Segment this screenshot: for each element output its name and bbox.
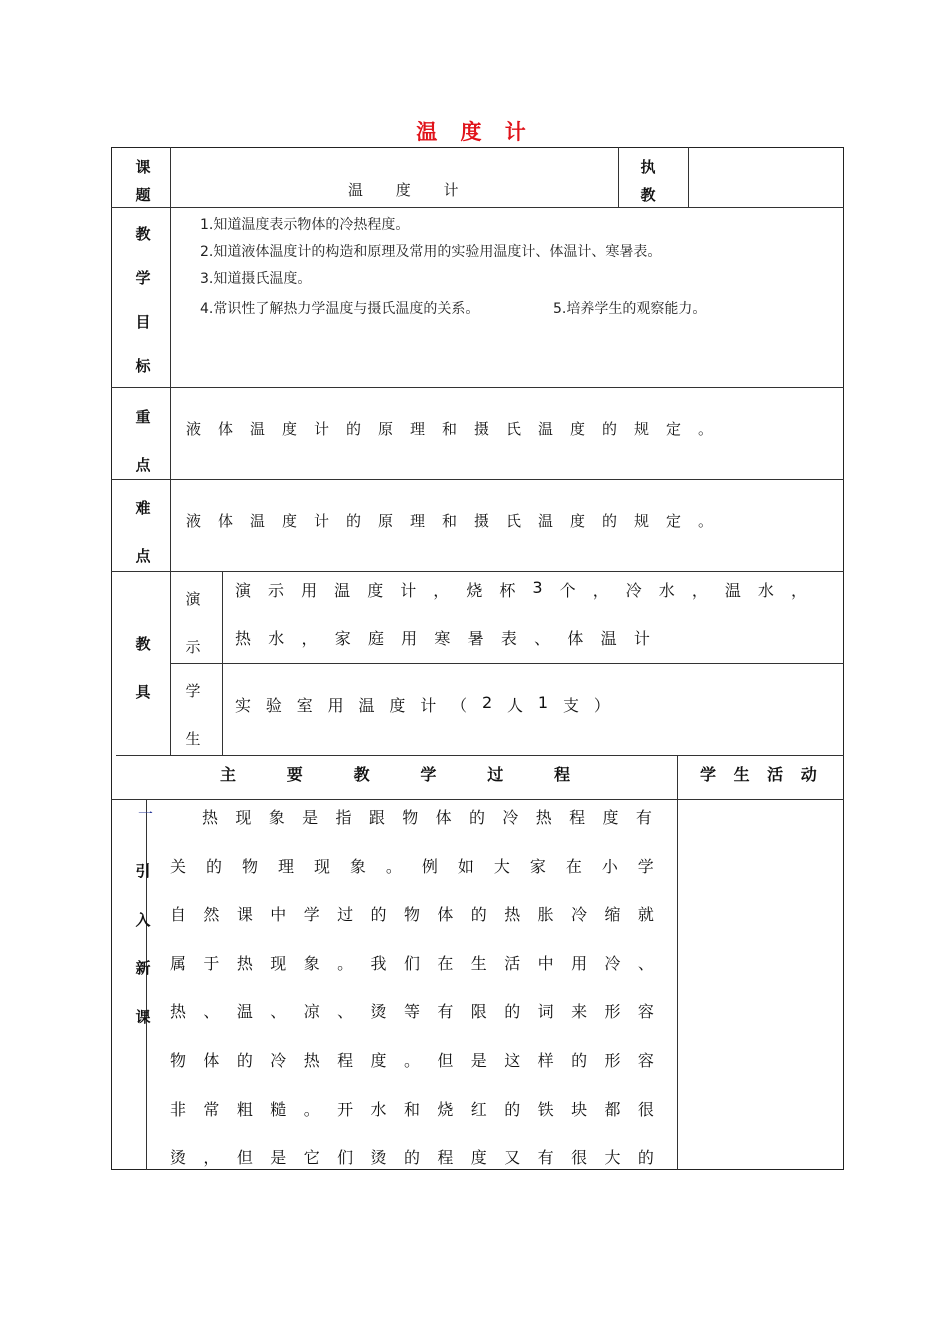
text-char: 的 [504, 1099, 521, 1119]
text-char: 程 [337, 1051, 354, 1070]
text-char: 学 [303, 905, 320, 925]
text-char: 计 [633, 629, 650, 648]
text-char: 程 [569, 808, 586, 827]
text-char: 糙 [270, 1099, 287, 1119]
text-char: 、 [270, 1002, 287, 1022]
text-char: 的 [637, 1148, 654, 1168]
text-char: 热 [236, 953, 253, 973]
text-char: 又 [504, 1148, 521, 1168]
text-char: 是 [270, 1148, 287, 1168]
col-divider [222, 571, 223, 755]
text-char: 有 [635, 808, 652, 827]
student-tools-line [235, 693, 610, 716]
text-char: 水 [268, 629, 285, 648]
text-char: 活 [504, 953, 521, 973]
text-char: 验 [265, 696, 282, 715]
text-char: 等 [403, 1002, 420, 1022]
text-char: 计 [420, 696, 437, 715]
text-char: 和 [403, 1099, 420, 1119]
text-char: 温 [334, 581, 351, 600]
text-char: 过 [337, 905, 354, 925]
text-char: 的 [469, 808, 486, 827]
text-char: 热 [535, 808, 552, 827]
text-char: 用 [401, 629, 418, 648]
text-char: 我 [370, 953, 387, 973]
text-char: 它 [303, 1148, 320, 1168]
text-char: 中 [270, 905, 287, 925]
text-char: 热 [235, 629, 252, 648]
text-char: 杯 [499, 581, 516, 600]
row-divider [111, 571, 844, 572]
text-char: 体 [203, 1051, 220, 1070]
text-char: 属 [170, 953, 187, 973]
text-char: 非 [170, 1099, 187, 1119]
text-char: 支 [562, 696, 579, 715]
row-divider [111, 799, 844, 800]
text-char: 课 [236, 905, 253, 925]
text-char: 的 [236, 1051, 253, 1070]
intro-text-line [170, 902, 654, 925]
text-char: 热 [170, 1002, 187, 1022]
text-char: 粗 [236, 1099, 253, 1119]
text-char: 冷 [270, 1051, 287, 1070]
demo-tools-line [235, 578, 807, 601]
text-char: 体 [435, 808, 452, 827]
main-process-header [220, 762, 570, 785]
difficult-point-text: 液体温度计的原理和摄氏温度的规定。 [186, 512, 731, 530]
text-char: 度 [602, 808, 619, 827]
text-char: 例 [421, 856, 438, 876]
text-char: 都 [604, 1099, 621, 1119]
text-char: 实 [235, 696, 252, 715]
text-char: 胀 [537, 905, 554, 925]
text-char: 主 [220, 765, 237, 784]
key-point-label: 重 点 [135, 408, 151, 474]
text-char: 水 [757, 581, 774, 600]
text-char: 的 [571, 1051, 588, 1070]
text-char: 冷 [571, 905, 588, 925]
text-char: 室 [296, 696, 313, 715]
text-char: 用 [301, 581, 318, 600]
text-char: 是 [470, 1051, 487, 1070]
text-char: 家 [529, 856, 546, 876]
text-char: 理 [277, 856, 294, 876]
text-char: 如 [457, 856, 474, 876]
text-char: 温 [724, 581, 741, 600]
intro-text-line [202, 805, 652, 828]
text-char: 关 [170, 856, 187, 876]
text-char: 用 [571, 953, 588, 973]
text-char: 物 [170, 1051, 187, 1070]
text-char: 、 [337, 1002, 354, 1022]
text-char: 大 [604, 1148, 621, 1168]
text-char: 的 [504, 1002, 521, 1022]
text-char: 个 [559, 581, 576, 600]
text-char: 计 [400, 581, 417, 600]
text-char: 但 [437, 1051, 454, 1070]
text-char: 演 [235, 581, 252, 600]
intro-label: 引 入 新 课 [135, 862, 151, 1026]
text-char: 热 [202, 808, 219, 827]
text-char: 就 [637, 905, 654, 925]
text-char: 中 [537, 953, 554, 973]
text-char: 、 [637, 953, 654, 973]
text-char: 在 [437, 953, 454, 973]
intro-text-line [170, 854, 654, 877]
student-tools-label: 学 生 [185, 682, 201, 748]
text-char: 的 [370, 905, 387, 925]
text-char: 指 [335, 808, 352, 827]
objectives-label: 教 学 目 标 [135, 225, 151, 375]
text-char: 温 [600, 629, 617, 648]
text-char: 但 [236, 1148, 253, 1168]
difficult-point-label: 难 点 [135, 499, 151, 565]
text-char: 块 [571, 1099, 588, 1119]
intro-text-line [170, 999, 654, 1022]
col-divider [677, 755, 678, 1170]
text-char: 程 [553, 765, 570, 784]
text-char: 暑 [467, 629, 484, 648]
text-char: 3 [532, 578, 543, 597]
text-char: 体 [437, 905, 454, 925]
key-point-text: 液体温度计的原理和摄氏温度的规定。 [186, 420, 731, 438]
text-char: 物 [241, 856, 258, 876]
text-char: 温 [236, 1002, 253, 1022]
text-char: 的 [205, 856, 222, 876]
text-char: ， [790, 581, 807, 600]
text-char: 很 [637, 1099, 654, 1119]
text-char: 度 [367, 581, 384, 600]
objective-item: 4.常识性了解热力学温度与摄氏温度的关系。 [200, 301, 480, 317]
text-char: 这 [504, 1051, 521, 1070]
text-char: 凉 [303, 1002, 320, 1022]
text-char: 大 [493, 856, 510, 876]
text-char: 们 [337, 1148, 354, 1168]
text-char: 、 [534, 629, 551, 648]
text-char: 。 [303, 1099, 320, 1119]
intro-text-line [170, 951, 654, 974]
text-char: 示 [268, 581, 285, 600]
row-divider [111, 207, 844, 208]
text-char: 是 [302, 808, 319, 827]
text-char: 样 [537, 1051, 554, 1070]
col-divider [170, 147, 171, 755]
section-number: 一 [138, 805, 154, 823]
text-char: ， [433, 581, 450, 600]
teacher-value [690, 150, 840, 205]
text-char: 小 [601, 856, 618, 876]
text-char: 生 [470, 953, 487, 973]
text-char: ， [301, 629, 318, 648]
text-char: 学 [420, 765, 437, 784]
text-char: 水 [658, 581, 675, 600]
text-char: 程 [437, 1148, 454, 1168]
text-char: 冷 [502, 808, 519, 827]
demo-tools-line [235, 626, 650, 649]
text-char: 冷 [604, 953, 621, 973]
intro-text-line [170, 1145, 654, 1168]
text-char: ， [691, 581, 708, 600]
row-divider [116, 755, 844, 756]
text-char: 度 [470, 1148, 487, 1168]
text-char: 烫 [370, 1148, 387, 1168]
text-char: 来 [571, 1002, 588, 1022]
text-char: ， [592, 581, 609, 600]
text-char: 在 [565, 856, 582, 876]
tools-label: 教 具 [135, 635, 151, 701]
text-char: 烧 [437, 1099, 454, 1119]
text-char: 然 [203, 905, 220, 925]
text-char: 跟 [368, 808, 385, 827]
row-divider [171, 663, 844, 664]
text-char: 象 [268, 808, 285, 827]
text-char: 烧 [466, 581, 483, 600]
text-char: 于 [203, 953, 220, 973]
text-char: ） [593, 696, 610, 715]
text-char: 容 [637, 1002, 654, 1022]
objective-item: 3.知道摄氏温度。 [200, 271, 312, 287]
text-char: 现 [313, 856, 330, 876]
text-char: 。 [337, 953, 354, 973]
text-char: 冷 [625, 581, 642, 600]
text-char: 容 [637, 1051, 654, 1070]
text-char: 形 [604, 1002, 621, 1022]
text-char: 度 [389, 696, 406, 715]
text-char: 缩 [604, 905, 621, 925]
text-char: 1 [537, 693, 549, 712]
text-char: 过 [487, 765, 504, 784]
document-title: 温 度 计 [416, 120, 534, 144]
intro-text-line [170, 1048, 654, 1071]
text-char: 常 [203, 1099, 220, 1119]
text-char: 现 [235, 808, 252, 827]
col-divider [618, 147, 619, 207]
text-char: 很 [571, 1148, 588, 1168]
text-char: 学 [637, 856, 654, 876]
text-char: 物 [403, 905, 420, 925]
objective-item: 5.培养学生的观察能力。 [553, 301, 707, 317]
text-char: 体 [567, 629, 584, 648]
text-char: 限 [470, 1002, 487, 1022]
text-char: 有 [437, 1002, 454, 1022]
text-char: 烫 [170, 1148, 187, 1168]
teacher-label: 执 教 [640, 158, 656, 204]
row-divider [111, 387, 844, 388]
intro-text-line [170, 1097, 654, 1120]
text-char: 寒 [434, 629, 451, 648]
text-char: 。 [385, 856, 402, 876]
text-char: 用 [327, 696, 344, 715]
text-char: 自 [170, 905, 187, 925]
text-char: 要 [286, 765, 303, 784]
objective-item: 2.知道液体温度计的构造和原理及常用的实验用温度计、体温计、寒暑表。 [200, 244, 662, 260]
text-char: 。 [403, 1051, 420, 1070]
text-char: 开 [337, 1099, 354, 1119]
text-char: 温 [358, 696, 375, 715]
text-char: 的 [403, 1148, 420, 1168]
text-char: 红 [470, 1099, 487, 1119]
text-char: 有 [537, 1148, 554, 1168]
col-divider [688, 147, 689, 207]
text-char: 度 [370, 1051, 387, 1070]
demo-label: 演 示 [185, 590, 201, 656]
topic-value: 温 度 计 [348, 181, 473, 199]
text-char: 象 [349, 856, 366, 876]
topic-label: 课 题 [135, 158, 151, 204]
text-char: 人 [507, 696, 524, 715]
text-char: 水 [370, 1099, 387, 1119]
text-char: （ [451, 696, 468, 715]
text-char: 们 [403, 953, 420, 973]
text-char: 2 [482, 693, 493, 712]
text-char: 象 [303, 953, 320, 973]
text-char: 现 [270, 953, 287, 973]
text-char: 物 [402, 808, 419, 827]
text-char: 教 [353, 765, 370, 784]
text-char: 形 [604, 1051, 621, 1070]
text-char: 、 [203, 1002, 220, 1022]
objective-item: 1.知道温度表示物体的冷热程度。 [200, 217, 410, 233]
text-char: 烫 [370, 1002, 387, 1022]
text-char: 的 [470, 905, 487, 925]
text-char: ， [203, 1148, 220, 1168]
row-divider [111, 479, 844, 480]
text-char: 热 [504, 905, 521, 925]
student-activity-header: 学 生 活 动 [700, 765, 823, 784]
text-char: 家 [334, 629, 351, 648]
text-char: 表 [500, 629, 517, 648]
text-char: 词 [537, 1002, 554, 1022]
text-char: 铁 [537, 1099, 554, 1119]
text-char: 热 [303, 1051, 320, 1070]
text-char: 庭 [367, 629, 384, 648]
